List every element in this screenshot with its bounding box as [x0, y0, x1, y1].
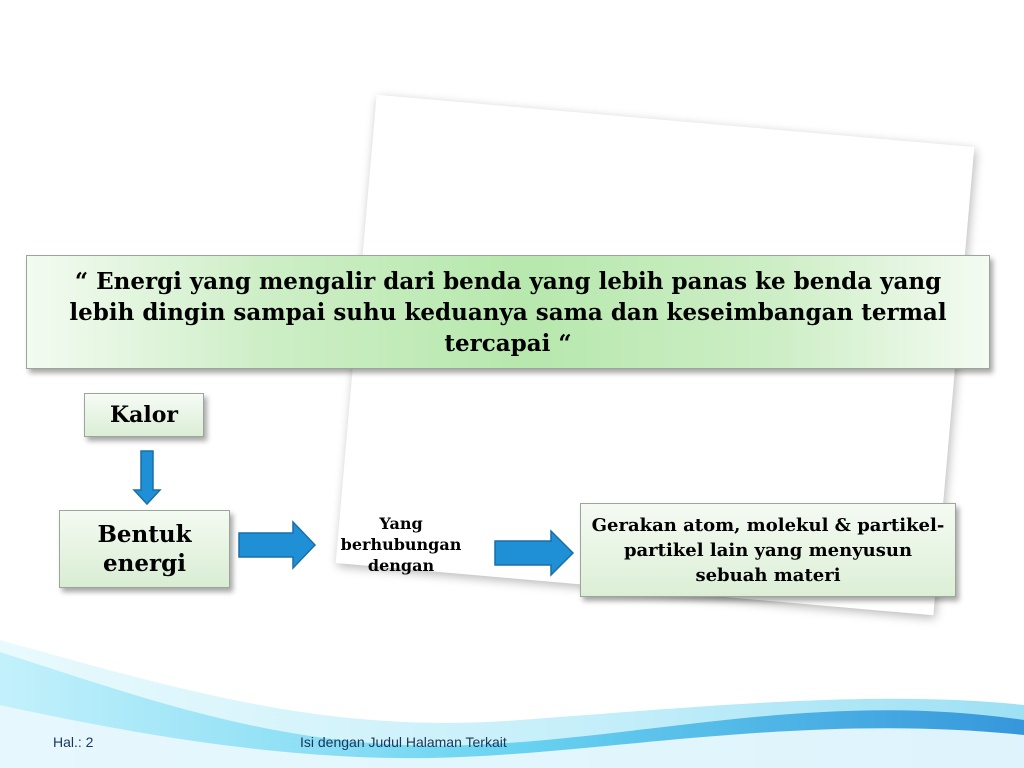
bentuk-line-1: Bentuk: [97, 521, 192, 548]
kalor-box: [84, 393, 204, 437]
definition-text: “ Energi yang mengalir dari benda yang lebih panas ke benda yang lebih dingin sampai suhu keduanya sama dan keseimbangan termal tercapai “: [69, 267, 947, 357]
relation-label: [330, 513, 472, 576]
down-arrow: [132, 450, 162, 506]
relation-line-1: Yang: [379, 514, 423, 533]
definition-box: [26, 255, 990, 369]
bentuk-line-2: energi: [103, 550, 186, 577]
footer-title: Isi dengan Judul Halaman Terkait: [300, 734, 507, 750]
gerakan-box: [580, 503, 956, 597]
relation-line-2: berhubungan: [340, 535, 462, 554]
footer-page-number: Hal.: 2: [53, 734, 94, 750]
right-arrow-2: [493, 529, 575, 577]
right-arrow-1: [237, 520, 317, 570]
bentuk-energi-box: [59, 510, 230, 588]
kalor-label: Kalor: [110, 402, 178, 428]
gerakan-text: Gerakan atom, molekul & partikel-partikel lain yang menyusun sebuah materi: [591, 514, 945, 586]
relation-line-3: dengan: [367, 556, 435, 575]
